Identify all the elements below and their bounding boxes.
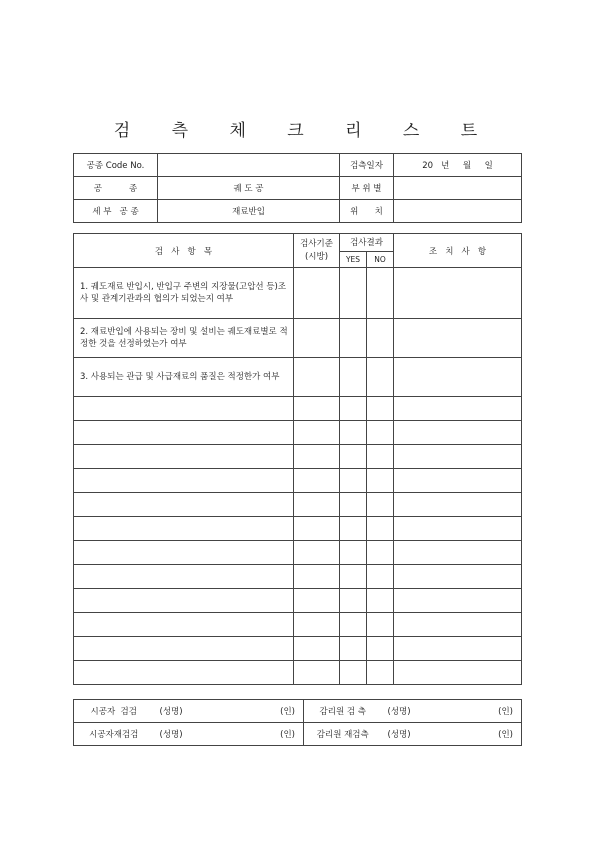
contractor-inspect-signature[interactable] [154,700,304,723]
seal-field: (인) [498,707,513,717]
standard-cell[interactable] [294,319,340,358]
empty-row[interactable] [74,493,522,517]
supervisor-reinspect-signature[interactable] [382,723,522,746]
empty-row[interactable] [74,613,522,637]
standard-cell[interactable] [294,268,340,319]
empty-row[interactable] [74,541,522,565]
empty-row[interactable] [74,469,522,493]
name-field: (성명) [387,730,411,740]
supervisor-inspect-label: 감리원 검 측 [304,700,382,723]
item-text: 2. 재료반입에 사용되는 장비 및 설비는 궤도재료별로 적정한 것을 선정하였는가 여부 [74,319,294,358]
code-label: 공종 Code No. [74,154,158,177]
name-field: (성명) [387,707,411,717]
no-cell[interactable] [367,358,394,397]
supervisor-reinspect-label: 감리원 재검측 [304,723,382,746]
checklist-row [74,358,522,397]
detail-label: 세 부 공 종 [74,200,158,223]
code-value[interactable] [158,154,340,177]
header-item: 검 사 항 목 [74,234,294,268]
header-result: 검사결과 [340,234,394,252]
contractor-reinspect-signature[interactable] [154,723,304,746]
standard-cell[interactable] [294,358,340,397]
header-standard-line1: 검사기준 [300,238,333,249]
name-field: (성명) [159,707,183,717]
document-title: 검 측 체 크 리 스 트 [113,121,496,141]
supervisor-inspect-signature[interactable] [382,700,522,723]
action-cell[interactable] [394,319,522,358]
empty-row[interactable] [74,589,522,613]
detail-value[interactable]: 재료반입 [158,200,340,223]
empty-row[interactable] [74,421,522,445]
item-text: 1. 궤도재료 반입시, 반입구 주변의 지장물(고압선 등)조사 및 관계기관과의 협의가 되었는지 여부 [74,268,294,319]
seal-field: (인) [280,730,295,740]
empty-row[interactable] [74,397,522,421]
checklist-row [74,268,522,319]
empty-row[interactable] [74,445,522,469]
contractor-reinspect-label: 시공자재검검 [89,730,139,740]
empty-row[interactable] [74,517,522,541]
contractor-inspect-label: 시공자 검검 [74,700,154,723]
yes-cell[interactable] [340,268,367,319]
date-label: 검측일자 [340,154,394,177]
date-value[interactable]: 20 년 월 일 [394,154,522,177]
header-action: 조 치 사 항 [394,234,522,268]
position-value[interactable] [394,200,522,223]
empty-row[interactable] [74,637,522,661]
header-standard-line2: (시방) [304,251,329,262]
no-cell[interactable] [367,319,394,358]
work-type-value[interactable]: 궤 도 공 [158,177,340,200]
location-label: 부 위 별 [340,177,394,200]
action-cell[interactable] [394,358,522,397]
seal-field: (인) [498,730,513,740]
header-no: NO [367,251,394,268]
location-value[interactable] [394,177,522,200]
header-yes: YES [340,251,367,268]
info-table [73,153,522,223]
header-standard [294,234,340,268]
work-type-label: 공 종 [74,177,158,200]
signature-table [73,699,522,746]
seal-field: (인) [280,707,295,717]
name-field: (성명) [159,730,183,740]
empty-row[interactable] [74,661,522,685]
action-cell[interactable] [394,268,522,319]
checklist-row [74,319,522,358]
yes-cell[interactable] [340,358,367,397]
item-text: 3. 사용되는 관급 및 사급재료의 품질은 적정한가 여부 [74,358,294,397]
checklist-table [73,233,522,685]
empty-row[interactable] [74,565,522,589]
yes-cell[interactable] [340,319,367,358]
position-label: 위 치 [340,200,394,223]
no-cell[interactable] [367,268,394,319]
